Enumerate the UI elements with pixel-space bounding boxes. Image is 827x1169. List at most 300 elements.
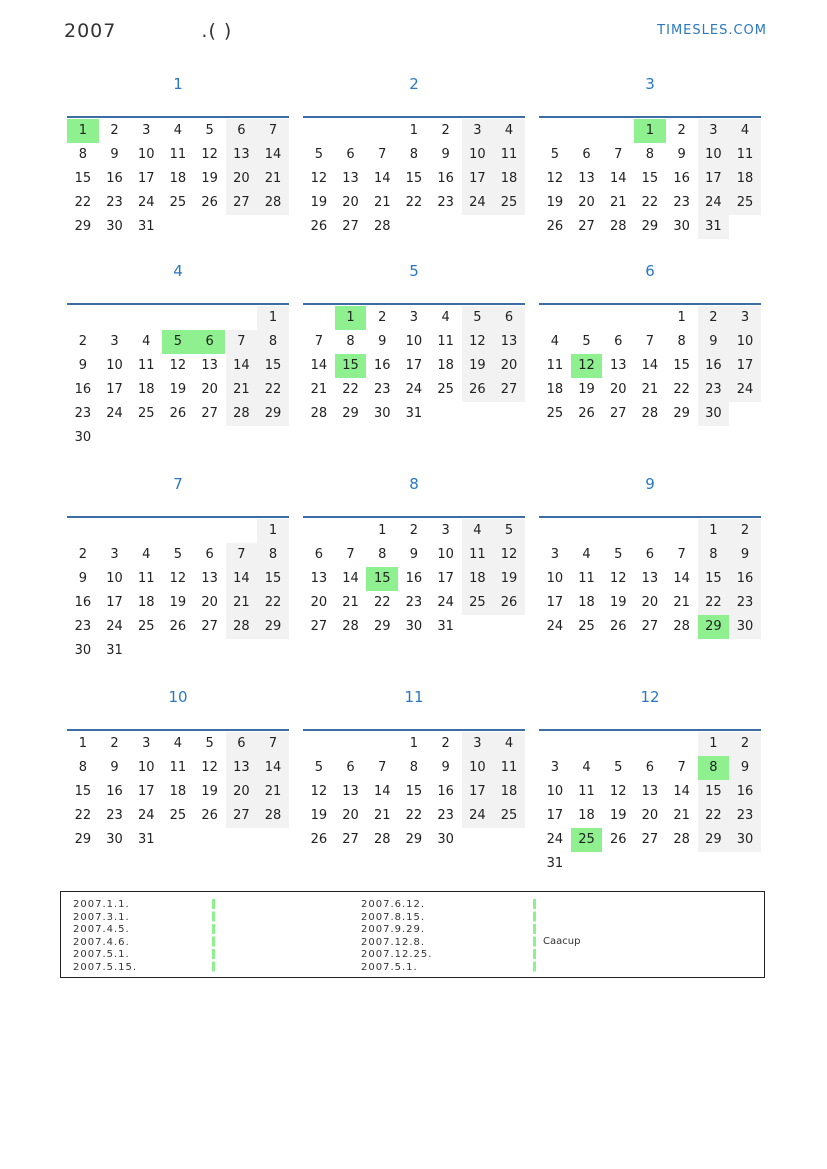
day-cell: 2 <box>378 310 387 325</box>
day-cell: 8 <box>378 547 387 562</box>
day-cell: 30 <box>405 619 423 634</box>
day-cell: 19 <box>609 595 627 610</box>
month-calendar <box>303 75 525 234</box>
day-cell: 26 <box>546 219 564 234</box>
month-calendar <box>303 262 525 421</box>
day-cell: 18 <box>578 808 595 823</box>
day-cell: 30 <box>106 219 123 234</box>
day-cell: 26 <box>609 619 627 634</box>
day-cell: 11 <box>736 147 754 162</box>
day-cell: 7 <box>378 147 387 162</box>
page-title <box>64 20 232 42</box>
holiday-day-cell: 8 <box>698 756 730 780</box>
day-cell: 13 <box>641 571 659 586</box>
day-cell: 15 <box>405 784 423 799</box>
legend-date: 2007.5.1. <box>361 961 418 973</box>
day-cell: 24 <box>736 382 754 397</box>
day-cell: 23 <box>736 595 754 610</box>
day-cell: 6 <box>645 547 655 562</box>
month-divider <box>539 303 761 305</box>
day-cell: 2 <box>409 523 419 538</box>
day-cell: 11 <box>546 358 564 373</box>
day-cell: 19 <box>310 195 328 210</box>
day-cell: 12 <box>201 760 218 775</box>
day-cell: 30 <box>736 832 754 847</box>
month-calendar <box>539 262 761 421</box>
day-cell: 19 <box>169 595 187 610</box>
day-cell: 3 <box>409 310 419 325</box>
day-cell: 9 <box>677 147 686 162</box>
day-cell: 4 <box>441 310 450 325</box>
day-cell: 8 <box>645 147 655 162</box>
day-cell: 27 <box>342 219 359 234</box>
day-cell: 24 <box>705 195 722 210</box>
day-cell: 12 <box>609 784 627 799</box>
day-cell: 27 <box>500 382 518 397</box>
day-cell: 18 <box>169 171 187 186</box>
day-cell: 3 <box>110 547 119 562</box>
day-cell: 1 <box>78 736 87 751</box>
day-cell: 25 <box>437 382 454 397</box>
day-cell: 23 <box>736 808 754 823</box>
day-cell: 15 <box>264 358 282 373</box>
day-cell: 8 <box>409 147 419 162</box>
day-cell: 10 <box>469 147 486 162</box>
day-cell: 29 <box>264 406 282 421</box>
day-cell: 29 <box>673 406 690 421</box>
day-cell: 11 <box>578 784 595 799</box>
day-cell: 4 <box>473 523 482 538</box>
day-cell: 5 <box>205 123 214 138</box>
day-cell: 17 <box>106 382 123 397</box>
day-cell: 3 <box>110 334 119 349</box>
legend-date: 2007.6.12. <box>361 899 426 910</box>
day-cell: 10 <box>106 358 123 373</box>
day-cell: 21 <box>233 382 250 397</box>
day-cell: 18 <box>736 171 754 186</box>
day-cell: 23 <box>106 195 123 210</box>
month-name: 5 <box>409 262 419 280</box>
day-cell: 14 <box>673 571 690 586</box>
day-cell: 25 <box>546 406 564 421</box>
day-cell: 22 <box>373 595 391 610</box>
day-cell: 22 <box>405 195 423 210</box>
day-cell: 3 <box>473 736 482 751</box>
day-cell: 8 <box>677 334 686 349</box>
day-cell: 8 <box>409 760 419 775</box>
day-cell: 27 <box>641 619 659 634</box>
month-divider <box>539 116 761 118</box>
month-divider <box>67 303 289 305</box>
day-cell: 7 <box>614 147 623 162</box>
day-cell: 3 <box>550 760 559 775</box>
day-cell: 16 <box>673 171 690 186</box>
day-cell: 22 <box>705 595 722 610</box>
day-cell: 31 <box>137 832 155 847</box>
legend-date: 2007.5.1. <box>73 949 130 960</box>
day-cell: 31 <box>705 219 722 234</box>
day-cell: 26 <box>500 595 518 610</box>
day-cell: 11 <box>437 334 454 349</box>
month-calendar <box>539 688 761 871</box>
site-logo[interactable]: TIMESLES.COM <box>657 23 767 38</box>
day-cell: 2 <box>677 123 686 138</box>
title-subtitle: .( ) <box>201 20 233 42</box>
day-cell: 20 <box>310 595 328 610</box>
holiday-day-cell: 15 <box>366 567 398 591</box>
day-cell: 1 <box>709 736 718 751</box>
day-cell: 26 <box>578 406 595 421</box>
day-cell: 27 <box>609 406 627 421</box>
day-cell: 22 <box>74 195 92 210</box>
day-cell: 2 <box>709 310 718 325</box>
day-cell: 21 <box>373 808 391 823</box>
day-cell: 11 <box>469 547 486 562</box>
day-cell: 30 <box>373 406 391 421</box>
day-cell: 27 <box>310 619 328 634</box>
day-cell: 7 <box>237 334 246 349</box>
day-cell: 3 <box>142 736 151 751</box>
day-cell: 22 <box>673 382 690 397</box>
day-cell: 17 <box>469 171 486 186</box>
day-cell: 28 <box>310 406 328 421</box>
day-cell: 3 <box>142 123 151 138</box>
day-cell: 22 <box>74 808 92 823</box>
day-cell: 2 <box>78 547 87 562</box>
day-cell: 28 <box>673 619 690 634</box>
day-cell: 9 <box>409 547 419 562</box>
day-cell: 6 <box>504 310 514 325</box>
month-name: 3 <box>645 75 655 93</box>
day-cell: 14 <box>609 171 627 186</box>
day-cell: 18 <box>500 171 518 186</box>
day-cell: 21 <box>342 595 359 610</box>
day-cell: 30 <box>74 430 92 445</box>
day-cell: 26 <box>310 832 328 847</box>
month-calendar <box>303 475 525 634</box>
day-cell: 15 <box>74 171 92 186</box>
day-cell: 17 <box>736 358 754 373</box>
month-calendar <box>67 75 289 234</box>
day-cell: 13 <box>578 171 595 186</box>
holiday-day-cell: 1 <box>335 306 367 330</box>
day-cell: 2 <box>110 736 119 751</box>
day-cell: 17 <box>405 358 423 373</box>
day-cell: 28 <box>264 195 282 210</box>
day-cell: 20 <box>342 808 359 823</box>
day-cell: 18 <box>137 595 155 610</box>
day-cell: 18 <box>137 382 155 397</box>
day-cell: 13 <box>201 358 218 373</box>
day-cell: 22 <box>264 595 282 610</box>
holiday-day-cell: 25 <box>571 828 603 852</box>
day-cell: 23 <box>437 195 454 210</box>
day-cell: 24 <box>106 406 123 421</box>
day-cell: 25 <box>137 619 155 634</box>
day-cell: 26 <box>169 406 187 421</box>
day-cell: 31 <box>546 856 564 871</box>
day-cell: 28 <box>673 832 690 847</box>
day-cell: 21 <box>641 382 659 397</box>
day-cell: 23 <box>673 195 690 210</box>
day-cell: 13 <box>233 147 250 162</box>
day-cell: 17 <box>546 595 564 610</box>
day-cell: 17 <box>106 595 123 610</box>
day-cell: 18 <box>500 784 518 799</box>
day-cell: 25 <box>500 808 518 823</box>
day-cell: 4 <box>740 123 750 138</box>
legend-date: 2007.8.15. <box>361 911 426 923</box>
day-cell: 3 <box>740 310 750 325</box>
day-cell: 13 <box>310 571 328 586</box>
day-cell: 6 <box>346 147 355 162</box>
day-cell: 12 <box>310 171 328 186</box>
day-cell: 26 <box>201 195 218 210</box>
day-cell: 11 <box>500 147 518 162</box>
day-cell: 4 <box>550 334 559 349</box>
day-cell: 6 <box>314 547 323 562</box>
day-cell: 3 <box>550 547 559 562</box>
legend-date: 2007.3.1. <box>73 911 130 923</box>
day-cell: 29 <box>641 219 659 234</box>
legend-dates-left <box>73 899 137 974</box>
day-cell: 9 <box>740 547 750 562</box>
day-cell: 23 <box>74 619 92 634</box>
day-cell: 21 <box>264 784 282 799</box>
day-cell: 18 <box>437 358 454 373</box>
day-cell: 13 <box>233 760 250 775</box>
day-cell: 23 <box>705 382 722 397</box>
day-cell: 18 <box>546 382 564 397</box>
day-cell: 30 <box>705 406 722 421</box>
day-cell: 10 <box>546 571 564 586</box>
day-cell: 21 <box>609 195 627 210</box>
day-cell: 24 <box>137 195 155 210</box>
legend-holiday-name: Caacup <box>543 936 581 947</box>
day-cell: 20 <box>342 195 359 210</box>
day-cell: 13 <box>500 334 518 349</box>
day-cell: 25 <box>469 595 486 610</box>
legend-marker-left <box>212 899 215 973</box>
day-cell: 7 <box>677 547 686 562</box>
day-cell: 6 <box>614 334 623 349</box>
day-cell: 4 <box>582 760 591 775</box>
day-cell: 12 <box>169 571 187 586</box>
day-cell: 22 <box>342 382 359 397</box>
day-cell: 4 <box>142 334 151 349</box>
day-cell: 31 <box>405 406 423 421</box>
day-cell: 13 <box>342 171 359 186</box>
day-cell: 27 <box>233 808 250 823</box>
day-cell: 1 <box>268 310 278 325</box>
day-cell: 5 <box>473 310 482 325</box>
day-cell: 26 <box>169 619 187 634</box>
day-cell: 15 <box>705 571 722 586</box>
day-cell: 5 <box>550 147 559 162</box>
holiday-day-cell: 1 <box>67 119 99 143</box>
month-divider <box>67 729 289 731</box>
day-cell: 18 <box>578 595 595 610</box>
day-cell: 26 <box>310 219 328 234</box>
day-cell: 24 <box>546 832 564 847</box>
day-cell: 19 <box>469 358 486 373</box>
day-cell: 24 <box>405 382 423 397</box>
day-cell: 10 <box>546 784 564 799</box>
day-cell: 8 <box>78 147 87 162</box>
day-cell: 12 <box>609 571 627 586</box>
day-cell: 7 <box>314 334 323 349</box>
day-cell: 13 <box>609 358 627 373</box>
day-cell: 14 <box>641 358 659 373</box>
day-cell: 1 <box>268 523 278 538</box>
day-cell: 9 <box>740 760 750 775</box>
day-cell: 25 <box>736 195 754 210</box>
day-cell: 8 <box>709 547 718 562</box>
day-cell: 11 <box>578 571 595 586</box>
day-cell: 12 <box>201 147 218 162</box>
day-cell: 31 <box>137 219 155 234</box>
day-cell: 19 <box>169 382 187 397</box>
day-cell: 5 <box>614 760 623 775</box>
day-cell: 25 <box>137 406 155 421</box>
day-cell: 28 <box>233 619 250 634</box>
day-cell: 21 <box>264 171 282 186</box>
legend-date: 2007.4.5. <box>73 924 130 935</box>
day-cell: 20 <box>233 171 250 186</box>
day-cell: 9 <box>378 334 387 349</box>
day-cell: 6 <box>237 736 246 751</box>
holiday-day-cell: 5 <box>162 330 194 354</box>
day-cell: 21 <box>233 595 250 610</box>
day-cell: 19 <box>500 571 518 586</box>
day-cell: 18 <box>169 784 187 799</box>
day-cell: 16 <box>405 571 423 586</box>
day-cell: 16 <box>437 784 454 799</box>
day-cell: 15 <box>264 571 282 586</box>
legend-date: 2007.5.15. <box>73 961 138 973</box>
day-cell: 19 <box>310 808 328 823</box>
day-cell: 27 <box>342 832 359 847</box>
day-cell: 5 <box>582 334 591 349</box>
day-cell: 7 <box>268 123 278 138</box>
day-cell: 17 <box>546 808 564 823</box>
day-cell: 24 <box>106 619 123 634</box>
day-cell: 20 <box>233 784 250 799</box>
day-cell: 7 <box>268 736 278 751</box>
day-cell: 9 <box>78 571 87 586</box>
day-cell: 7 <box>237 547 246 562</box>
day-cell: 7 <box>378 760 387 775</box>
day-cell: 23 <box>373 382 391 397</box>
day-cell: 24 <box>437 595 454 610</box>
day-cell: 11 <box>137 358 155 373</box>
day-cell: 29 <box>264 619 282 634</box>
day-cell: 2 <box>441 736 450 751</box>
day-cell: 26 <box>469 382 486 397</box>
day-cell: 16 <box>373 358 391 373</box>
day-cell: 15 <box>705 784 722 799</box>
day-cell: 27 <box>201 406 218 421</box>
day-cell: 5 <box>314 760 323 775</box>
day-cell: 24 <box>137 808 155 823</box>
day-cell: 2 <box>110 123 119 138</box>
day-cell: 19 <box>609 808 627 823</box>
day-cell: 2 <box>78 334 87 349</box>
day-cell: 10 <box>106 571 123 586</box>
day-cell: 15 <box>641 171 659 186</box>
month-name: 11 <box>404 688 424 706</box>
month-name: 9 <box>645 475 655 493</box>
day-cell: 24 <box>546 619 564 634</box>
day-cell: 19 <box>578 382 595 397</box>
day-cell: 29 <box>74 219 92 234</box>
month-name: 6 <box>645 262 655 280</box>
day-cell: 1 <box>409 736 419 751</box>
day-cell: 6 <box>645 760 655 775</box>
day-cell: 4 <box>582 547 591 562</box>
day-cell: 3 <box>709 123 718 138</box>
month-divider <box>539 729 761 731</box>
day-cell: 31 <box>437 619 454 634</box>
day-cell: 10 <box>736 334 754 349</box>
day-cell: 28 <box>233 406 250 421</box>
month-name: 10 <box>168 688 188 706</box>
day-cell: 26 <box>201 808 218 823</box>
day-cell: 4 <box>173 123 183 138</box>
month-divider <box>303 303 525 305</box>
day-cell: 27 <box>233 195 250 210</box>
day-cell: 14 <box>264 147 282 162</box>
month-name: 1 <box>173 75 183 93</box>
day-cell: 27 <box>641 832 659 847</box>
month-calendar <box>539 475 761 634</box>
day-cell: 6 <box>205 547 214 562</box>
day-cell: 11 <box>500 760 518 775</box>
day-cell: 6 <box>582 147 591 162</box>
day-cell: 6 <box>346 760 355 775</box>
month-name: 12 <box>640 688 660 706</box>
day-cell: 24 <box>469 808 486 823</box>
day-cell: 20 <box>641 595 659 610</box>
day-cell: 30 <box>736 619 754 634</box>
legend-date: 2007.1.1. <box>73 899 130 910</box>
day-cell: 3 <box>441 523 450 538</box>
day-cell: 13 <box>641 784 659 799</box>
day-cell: 11 <box>137 571 155 586</box>
day-cell: 28 <box>342 619 359 634</box>
month-name: 2 <box>409 75 419 93</box>
legend-date: 2007.12.25. <box>361 949 433 960</box>
day-cell: 14 <box>310 358 328 373</box>
day-cell: 13 <box>342 784 359 799</box>
month-divider <box>303 116 525 118</box>
day-cell: 9 <box>441 147 450 162</box>
day-cell: 14 <box>233 358 250 373</box>
day-cell: 22 <box>264 382 282 397</box>
day-cell: 12 <box>310 784 328 799</box>
day-cell: 12 <box>469 334 486 349</box>
day-cell: 17 <box>137 784 155 799</box>
day-cell: 16 <box>437 171 454 186</box>
holiday-day-cell: 15 <box>335 354 367 378</box>
day-cell: 24 <box>469 195 486 210</box>
month-name: 8 <box>409 475 419 493</box>
day-cell: 2 <box>740 523 750 538</box>
month-calendar <box>67 262 289 445</box>
day-cell: 23 <box>74 406 92 421</box>
day-cell: 7 <box>645 334 655 349</box>
legend-date: 2007.12.8. <box>361 936 426 948</box>
